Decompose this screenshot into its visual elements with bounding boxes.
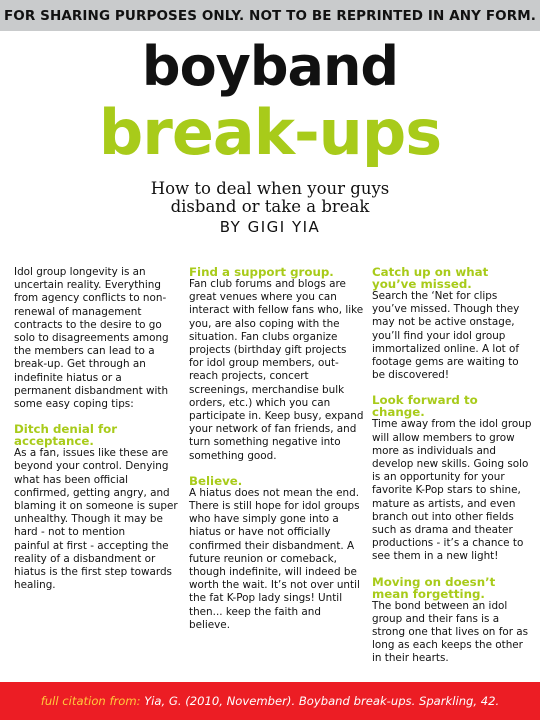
section-body: Search the ‘Net for clips you’ve missed. Though they may not be active onstage, you’ll find your idol group immortalized online. A lot of footage gems are waiting to be discovered! — [372, 290, 520, 382]
section-heading: Catch up on what you’ve missed. — [372, 265, 489, 291]
byline: BY GIGI YIA — [219, 218, 321, 236]
citation-text — [41, 694, 499, 708]
notice-text: FOR SHARING PURPOSES ONLY. NOT TO BE REPRINTED IN ANY FORM. — [3, 7, 537, 24]
section-heading: Ditch denial for acceptance. — [14, 422, 118, 449]
section-body: A hiatus does not mean the end. There is still hope for idol groups who have simply gone into a hiatus or have not officially confirmed their disbandment. A future reunion or comeback, though indefinite, will indeed be worth the wait. It’s not over until the fat K-Pop lady sings! Until then... keep the faith and believe. — [189, 486, 360, 631]
section-body: As a fan, issues like these are beyond your control. Denying what has been official confirmed, getting angry, and blaming it on someone is super unhealthy. Though it may be hard - not to mention — [14, 447, 178, 539]
citation-reference: Yia, G. (2010, November). Boyband break-ups. Sparkling, 42. — [144, 694, 500, 708]
subtitle-line-2: disband or take a break — [170, 197, 370, 216]
column-3 — [372, 266, 532, 666]
section-body-continued: painful at first - accepting the reality of a disbandment or hiatus is the first step towards healing. — [14, 539, 172, 592]
subtitle-line-1: How to deal when your guys — [150, 179, 390, 198]
citation-bar — [0, 682, 540, 720]
title-line-2: break-ups — [98, 96, 442, 169]
subtitle — [0, 180, 540, 216]
intro-paragraph: Idol group longevity is an uncertain reality. Everything from agency conflicts to non-renewal of management contracts to the desire to go solo to disagreements among the members can lead to a break-up. Get through an indefinite hiatus or a permanent disbandment with some easy coping tips: — [14, 266, 169, 411]
section-heading: Look forward to change. — [372, 393, 478, 420]
section-body: The bond between an idol group and their fans is a strong one that lives on for as long as each keeps the other in their hearts. — [372, 599, 529, 665]
section-heading: Believe. — [189, 473, 243, 488]
section-body: Time away from the idol group will allow members to grow more as individuals and develop new skills. Going solo is an opportunity for your favorite K-Pop stars to shine, mature as artists, and even branch out into other fields such as drama and theater productions - it’s a chance to see them in a new light! — [372, 418, 532, 563]
section-heading: Find a support group. — [189, 265, 334, 279]
section-heading: Moving on doesn’t mean forgetting. — [372, 574, 496, 601]
column-1 — [14, 266, 180, 592]
citation-label: full citation from: — [40, 694, 141, 708]
title-line-1: boyband — [141, 35, 399, 98]
column-2 — [189, 266, 364, 632]
section-body: Fan club forums and blogs are great venues where you can interact with fellow fans who, like you, are also coping with the situation. Fan clubs organize projects (birthday gift projects for idol group members, out-reach projects, concert screenings, merchandise bulk orders, etc.) which you can participate in. Keep busy, expand your network of fan friends, and turn something negative into something good. — [189, 278, 364, 462]
top-notice-bar — [0, 0, 540, 31]
